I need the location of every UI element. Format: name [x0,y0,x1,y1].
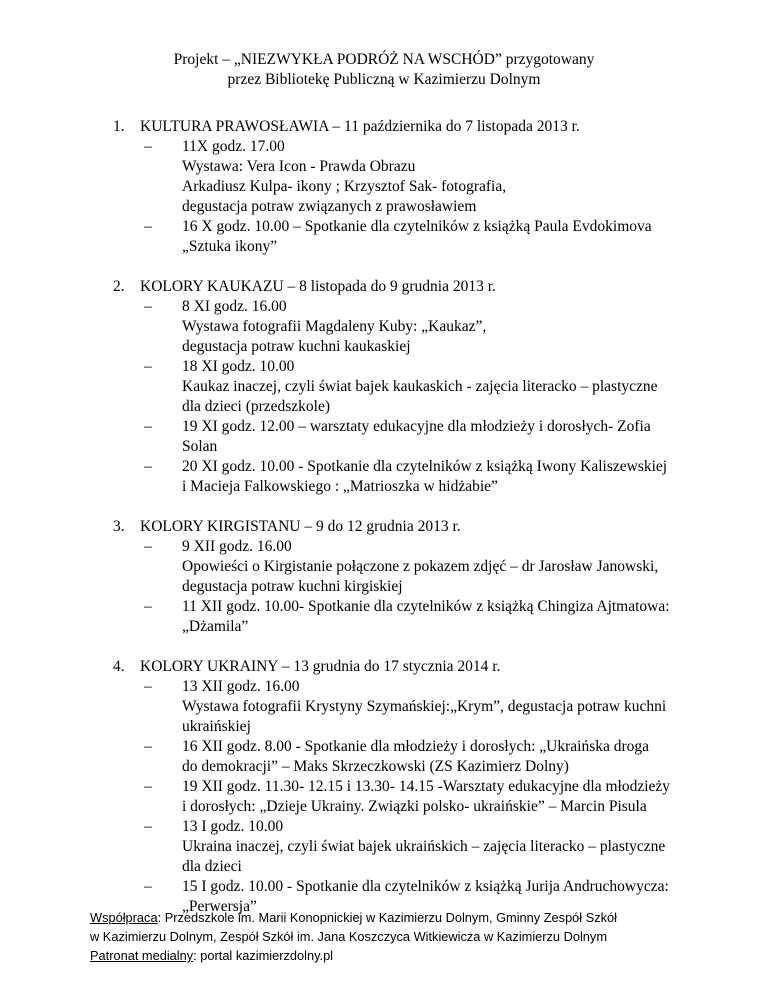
section-2 [113,277,673,497]
event-item [113,537,673,597]
section-heading [113,517,673,537]
event-line: 16 X godz. 10.00 – Spotkanie dla czytelników z książką Paula Evdokimova [182,218,652,235]
event-item [113,777,673,817]
dash-bullet: – [144,298,152,315]
cooperation-line-1 [90,908,710,927]
cooperation-label: Współpraca [90,910,158,925]
dash-bullet: – [144,778,152,795]
event-list [113,137,673,257]
dash-bullet: – [144,138,152,155]
patronage-line [90,946,710,965]
event-item [113,817,673,877]
event-line: degustacja potraw kuchni kirgiskiej [182,578,403,595]
event-line: i Macieja Falkowskiego : „Matrioszka w hidżabie” [182,478,498,495]
event-item [113,217,673,257]
event-line: 8 XI godz. 16.00 [182,298,287,315]
section-heading-text: KOLORY UKRAINY – 13 grudnia do 17 stycznia 2014 r. [140,658,501,675]
section-heading-text: KOLORY KIRGISTANU – 9 do 12 grudnia 2013 r. [140,518,461,535]
cooperation-text: : Przedszkole im. Marii Konopnickiej w Kazimierzu Dolnym, Gminny Zespół Szkół [157,910,617,925]
section-heading [113,117,673,137]
program-sections [113,117,673,937]
title-line-2: przez Bibliotekę Publiczną w Kazimierzu Dolnym [227,71,541,88]
patronage-text: : portal kazimierzdolny.pl [193,948,334,963]
dash-bullet: – [144,218,152,235]
event-line: i dorosłych: „Dzieje Ukrainy. Związki polsko- ukraińskie” – Marcin Pisula [182,798,647,815]
section-number: 4. [113,658,125,675]
event-line: Opowieści o Kirgistanie połączone z pokazem zdjęć – dr Jarosław Janowski, [182,558,659,575]
event-line: 18 XI godz. 10.00 [182,358,295,375]
event-line: dla dzieci (przedszkole) [182,398,331,415]
footer [90,908,710,965]
event-item [113,677,673,737]
cooperation-line-2: w Kazimierzu Dolnym, Zespół Szkół im. Jana Koszczyca Witkiewicza w Kazimierzu Dolnym [90,929,607,944]
document-title [0,50,768,90]
section-heading [113,277,673,297]
event-line: 16 XII godz. 8.00 - Spotkanie dla młodzieży i dorosłych: „Ukraińska droga [182,738,650,755]
event-line: Solan [182,438,218,455]
section-number: 1. [113,118,125,135]
event-list [113,297,673,497]
event-line: Ukraina inaczej, czyli świat bajek ukraińskich – zajęcia literacko – plastyczne [182,838,666,855]
event-line: Wystawa: Vera Icon - Prawda Obrazu [182,158,416,175]
event-line: 11X godz. 17.00 [182,138,285,155]
event-line: dla dzieci [182,858,242,875]
event-line: Arkadiusz Kulpa- ikony ; Krzysztof Sak- fotografia, [182,178,507,195]
dash-bullet: – [144,458,152,475]
event-item [113,137,673,217]
section-3 [113,517,673,637]
event-line: degustacja potraw kuchni kaukaskiej [182,338,411,355]
dash-bullet: – [144,358,152,375]
patronage-label: Patronat medialny [90,948,194,963]
section-heading [113,657,673,677]
event-line: Wystawa fotografii Krystyny Szymańskiej:„Krym”, degustacja potraw kuchni [182,698,667,715]
event-line: „Sztuka ikony” [182,238,278,255]
dash-bullet: – [144,878,152,895]
event-line: ukraińskiej [182,718,251,735]
dash-bullet: – [144,818,152,835]
event-line: Wystawa fotografii Magdaleny Kuby: „Kaukaz”, [182,318,487,335]
dash-bullet: – [144,678,152,695]
event-line: Kaukaz inaczej, czyli świat bajek kaukaskich - zajęcia literacko – plastyczne [182,378,658,395]
section-number: 2. [113,278,125,295]
event-line: 15 I godz. 10.00 - Spotkanie dla czytelników z książką Jurija Andruchowycza: [182,878,669,895]
dash-bullet: – [144,538,152,555]
event-line: 13 I godz. 10.00 [182,818,284,835]
event-item [113,597,673,637]
event-list [113,537,673,637]
event-item [113,297,673,357]
event-line: degustacja potraw związanych z prawosławiem [182,198,477,215]
dash-bullet: – [144,738,152,755]
event-line: 9 XII godz. 16.00 [182,538,292,555]
section-number: 3. [113,518,125,535]
event-item [113,357,673,417]
event-line: „Dżamila” [182,618,249,635]
event-item [113,457,673,497]
section-1 [113,117,673,257]
event-item [113,417,673,457]
event-line: „Perwersja” [182,898,257,915]
section-heading-text: KULTURA PRAWOSŁAWIA – 11 października do 7 listopada 2013 r. [140,118,580,135]
section-heading-text: KOLORY KAUKAZU – 8 listopada do 9 grudnia 2013 r. [140,278,496,295]
section-4 [113,657,673,917]
event-line: 19 XI godz. 12.00 – warsztaty edukacyjne dla młodzieży i dorosłych- Zofia [182,418,651,435]
event-line: do demokracji” – Maks Skrzeczkowski (ZS Kazimierz Dolny) [182,758,569,775]
event-line: 19 XII godz. 11.30- 12.15 i 13.30- 14.15 -Warsztaty edukacyjne dla młodzieży [182,778,671,795]
event-list [113,677,673,917]
event-line: 11 XII godz. 10.00- Spotkanie dla czytelników z książką Chingiza Ajtmatowa: [182,598,670,615]
event-item [113,737,673,777]
event-line: 13 XII godz. 16.00 [182,678,300,695]
event-line: 20 XI godz. 10.00 - Spotkanie dla czytelników z książką Iwony Kaliszewskiej [182,458,668,475]
dash-bullet: – [144,418,152,435]
dash-bullet: – [144,598,152,615]
title-line-1: Projekt – „NIEZWYKŁA PODRÓŻ NA WSCHÓD” przygotowany [173,51,595,68]
